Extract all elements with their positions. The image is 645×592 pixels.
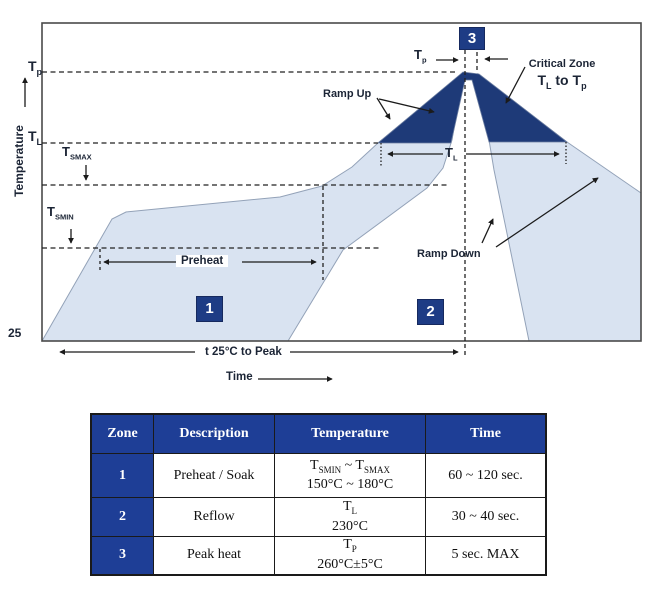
temp-symbol: T: [343, 537, 352, 553]
tp-span-label: [414, 47, 427, 65]
description-cell: Peak heat: [154, 537, 275, 575]
cz-t2: T: [572, 72, 582, 88]
temp-sub-2: SMAX: [363, 464, 390, 475]
zone-cell: 3: [91, 537, 154, 575]
tp-span-sub: p: [421, 55, 427, 65]
tp-axis-label: [22, 58, 42, 77]
zone-2-badge: 2: [417, 299, 444, 325]
t25-to-peak-label: t 25°C to Peak: [200, 346, 287, 358]
table-row: [91, 498, 546, 537]
tl-axis-sub: L: [36, 136, 42, 147]
tp-axis-main: T: [27, 58, 37, 74]
header-time: Time: [426, 414, 547, 454]
ascending-band: [42, 73, 463, 341]
temp-sub: P: [351, 544, 357, 555]
cz-s1: L: [546, 80, 552, 91]
zone-table: [90, 413, 547, 576]
zone-1-badge: 1: [196, 296, 223, 322]
temperature-cell: [275, 498, 426, 537]
tp-axis-sub: p: [36, 66, 42, 77]
temp-symbol: T: [310, 457, 319, 473]
tsmax-sub: SMAX: [69, 152, 92, 162]
header-zone: Zone: [91, 414, 154, 454]
tsmin-sub: SMIN: [54, 212, 74, 222]
time-axis-label: Time: [226, 371, 253, 383]
table-row: [91, 537, 546, 575]
cz-s2: p: [581, 80, 587, 91]
ramp-down-arrow-1: [482, 219, 493, 243]
critical-zone-range: [522, 72, 602, 91]
temp-sub: SMIN: [318, 464, 342, 475]
tp-span-main: T: [414, 47, 422, 62]
zone-3-badge: 3: [459, 27, 485, 50]
temperature-cell: [275, 454, 426, 498]
temp-symbol-2: ~ T: [341, 457, 364, 473]
time-cell: 5 sec. MAX: [426, 537, 547, 575]
origin-label: 25: [8, 326, 22, 340]
header-description: Description: [154, 414, 275, 454]
temp-symbol: T: [342, 499, 352, 515]
tl-span-label: [445, 145, 458, 163]
tsmax-main: T: [62, 144, 70, 159]
time-cell: 30 ~ 40 sec.: [426, 498, 547, 537]
cz-t1: T: [537, 72, 546, 88]
temp-sub: L: [351, 505, 358, 516]
temp-value: 260°C±5°C: [317, 557, 383, 573]
tsmax-label: [62, 144, 92, 162]
ramp-up-label: Ramp Up: [323, 88, 372, 100]
tl-span-main: T: [445, 145, 453, 160]
tsmin-label: [47, 204, 74, 222]
temp-value: 230°C: [332, 518, 368, 534]
preheat-label: Preheat: [176, 255, 228, 267]
zone-cell: 2: [91, 498, 154, 537]
critical-zone-title: Critical Zone: [528, 58, 596, 70]
header-temperature: Temperature: [275, 414, 426, 454]
tl-span-sub: L: [452, 153, 458, 163]
time-cell: 60 ~ 120 sec.: [426, 454, 547, 498]
tsmin-main: T: [47, 204, 55, 219]
description-cell: Preheat / Soak: [154, 454, 275, 498]
table-header-row: [91, 414, 546, 454]
temp-value: 150°C ~ 180°C: [306, 477, 394, 493]
description-cell: Reflow: [154, 498, 275, 537]
tl-axis-main: T: [27, 128, 37, 144]
temperature-cell: [275, 537, 426, 575]
zone-cell: 1: [91, 454, 154, 498]
ramp-down-label: Ramp Down: [417, 248, 481, 260]
tl-axis-label: [22, 128, 42, 147]
y-axis-label: Temperature: [12, 125, 26, 197]
cz-mid: to: [551, 72, 573, 88]
table-row: [91, 454, 546, 498]
